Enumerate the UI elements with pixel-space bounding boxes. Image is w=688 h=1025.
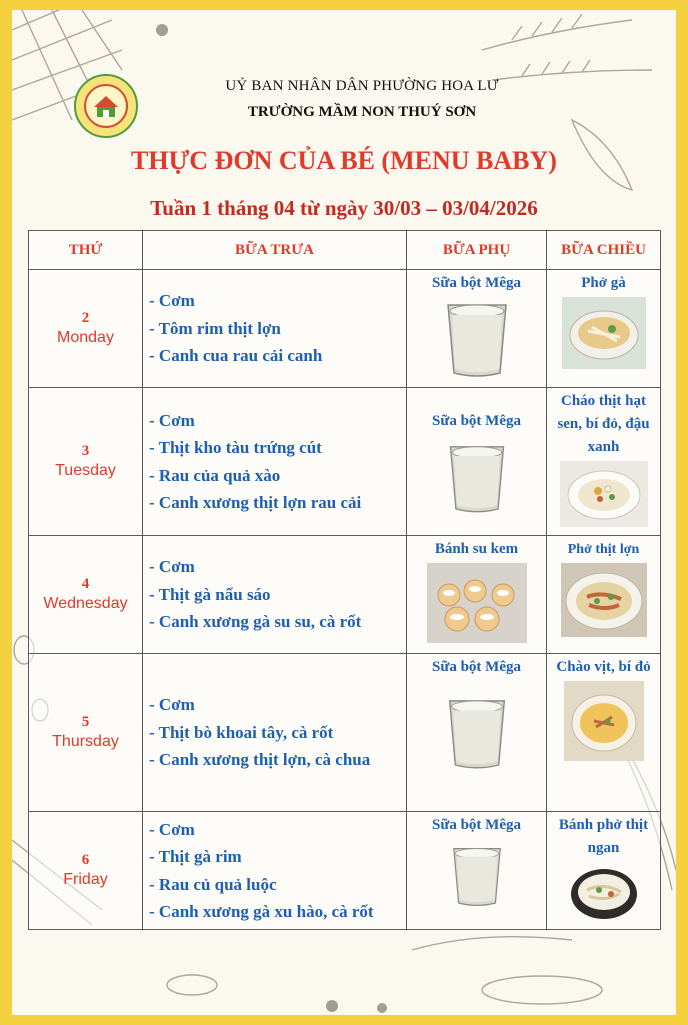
day-cell (29, 388, 143, 536)
day-number: 3 (81, 442, 90, 459)
school-house-icon (83, 83, 129, 129)
pho-thit-lon-image (561, 563, 647, 637)
day-name: Thursday (52, 732, 119, 750)
list-item: - Cơm (149, 291, 195, 311)
list-item: - Thịt kho tàu trứng cút (149, 438, 322, 457)
list-item: - Canh xương gà xu hào, cà rốt (149, 902, 374, 921)
afternoon-label: Chào vịt, bí đỏ (556, 659, 651, 675)
day-number: 2 (81, 309, 90, 326)
afternoon-label: Cháo thịt hạt sen, bí đỏ, đậu xanh (557, 393, 650, 455)
lunch-cell (143, 388, 407, 536)
day-name: Tuesday (55, 461, 116, 479)
afternoon-label: Phở thịt lợn (567, 542, 640, 557)
list-item: - Canh xương thịt lợn, cà chua (149, 750, 371, 770)
table-header-row (29, 231, 661, 270)
pho-ga-image (562, 297, 646, 369)
snack-cell (407, 270, 547, 388)
list-item: - Cơm (149, 819, 195, 839)
header-afternoon: BỮA CHIỀU (547, 231, 661, 270)
snack-label: Sữa bột Mêga (432, 659, 521, 675)
lunch-cell (143, 536, 407, 654)
milk-glass-image (445, 435, 509, 519)
list-item: - Cơm (149, 557, 195, 577)
afternoon-label: Bánh phở thịt ngan (558, 817, 649, 856)
afternoon-cell (547, 536, 661, 654)
day-cell (29, 812, 143, 930)
snack-cell (407, 812, 547, 930)
milk-glass-image (444, 689, 510, 775)
cream-puff-image (427, 563, 527, 643)
lotus-seed-porridge-image (560, 461, 648, 527)
snack-label: Bánh su kem (434, 541, 519, 557)
table-row (29, 536, 661, 654)
day-number: 6 (81, 851, 90, 868)
list-item: - Rau của quả xào (149, 465, 281, 485)
table-row (29, 270, 661, 388)
day-number: 5 (81, 713, 90, 730)
snack-label: Sữa bột Mêga (432, 275, 521, 291)
milk-glass-image (449, 839, 505, 911)
day-cell (29, 654, 143, 812)
table-row (29, 812, 661, 930)
header-day: THỨ (29, 231, 143, 270)
duck-porridge-image (564, 681, 644, 761)
afternoon-cell (547, 654, 661, 812)
afternoon-label: Phở gà (581, 275, 626, 291)
list-item: - Tôm rim thịt lợn (149, 318, 281, 338)
day-name: Monday (57, 328, 114, 346)
list-item: - Thịt bò khoai tây, cà rốt (149, 722, 334, 742)
day-cell (29, 536, 143, 654)
list-item: - Cơm (149, 695, 195, 715)
list-item: - Canh xương thịt lợn rau cải (149, 493, 362, 512)
lunch-cell (143, 270, 407, 388)
list-item: - Canh xương gà su su, cà rốt (149, 612, 362, 632)
school-name: TRƯỜNG MẦM NON THUÝ SƠN (247, 104, 477, 120)
week-subtitle: Tuần 1 tháng 04 từ ngày 30/03 – 03/04/2026 (150, 196, 538, 220)
day-name: Wednesday (43, 594, 128, 612)
authority-name: UỶ BAN NHÂN DÂN PHƯỜNG HOA LƯ (225, 78, 499, 94)
snack-cell (407, 536, 547, 654)
day-name: Friday (63, 870, 108, 888)
snack-cell (407, 654, 547, 812)
school-logo (74, 74, 138, 138)
list-item: - Rau củ quả luộc (149, 874, 277, 894)
menu-poster (12, 10, 676, 1015)
lunch-cell (143, 654, 407, 812)
list-item: - Thịt gà nấu sáo (149, 584, 271, 604)
page-title: THỰC ĐƠN CỦA BÉ (MENU BABY) (131, 146, 557, 175)
afternoon-cell (547, 812, 661, 930)
lunch-cell (143, 812, 407, 930)
table-row (29, 654, 661, 812)
list-item: - Cơm (149, 410, 195, 430)
snack-label: Sữa bột Mêga (432, 817, 521, 833)
list-item: - Canh cua rau cải canh (149, 346, 323, 366)
snack-cell (407, 388, 547, 536)
snack-label: Sữa bột Mêga (432, 413, 521, 429)
list-item: - Thịt gà rim (149, 847, 242, 866)
day-cell (29, 270, 143, 388)
afternoon-cell (547, 270, 661, 388)
duck-noodle-image (569, 862, 639, 922)
day-number: 4 (81, 575, 90, 592)
afternoon-cell (547, 388, 661, 536)
header-lunch: BỮA TRƯA (143, 231, 407, 270)
table-row (29, 388, 661, 536)
header-snack: BỮA PHỤ (407, 231, 547, 270)
milk-glass-image (442, 297, 512, 379)
menu-table (28, 230, 661, 930)
